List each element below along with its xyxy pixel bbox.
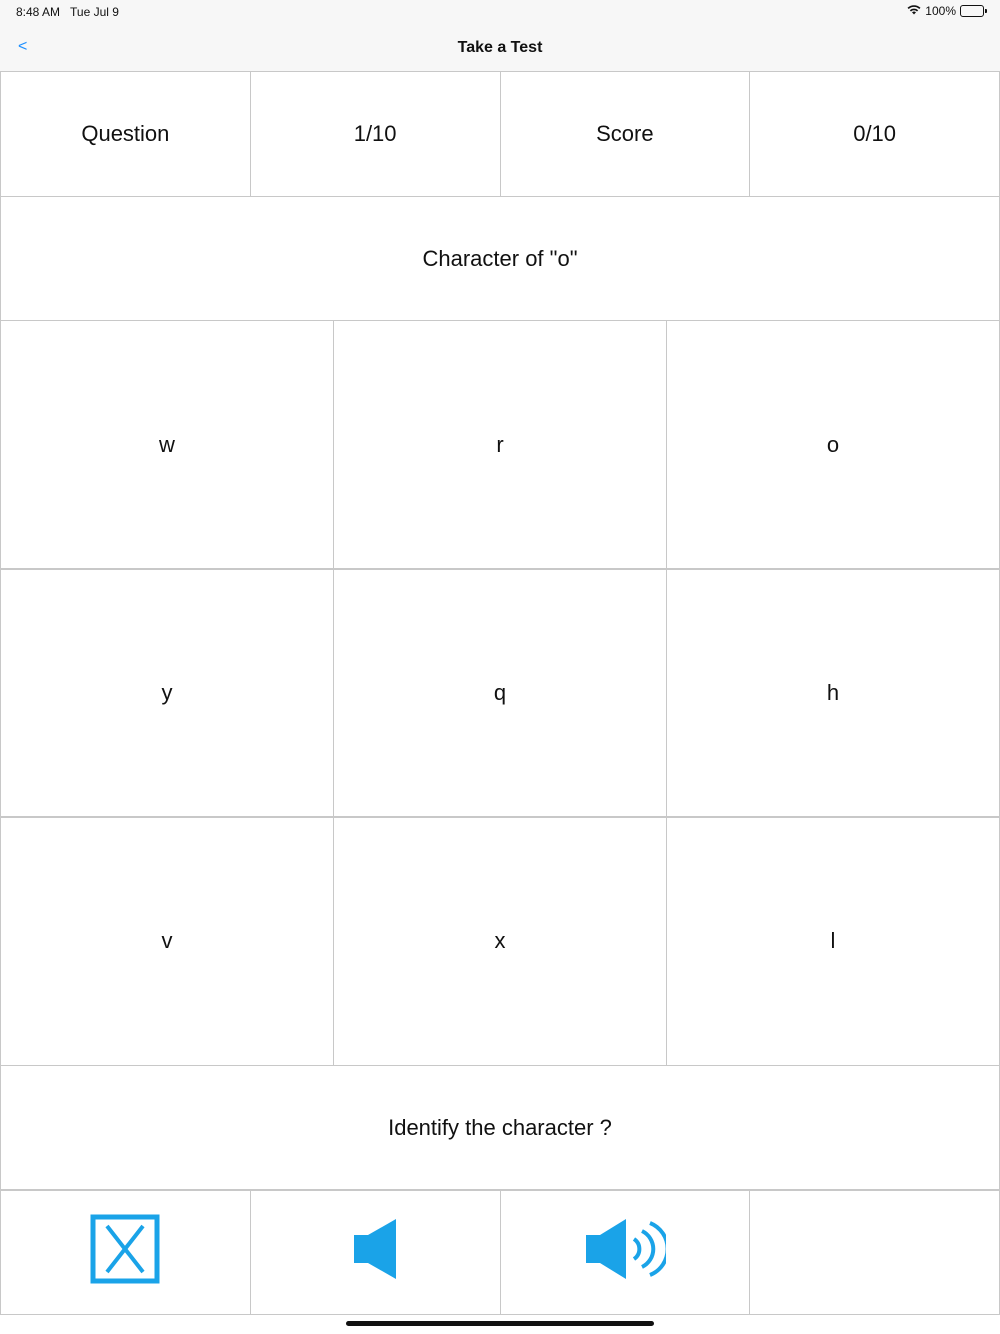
close-button[interactable] xyxy=(0,1189,251,1315)
close-box-icon xyxy=(90,1214,160,1290)
back-button[interactable]: < xyxy=(18,38,28,55)
controls-row xyxy=(0,1190,1000,1315)
speaker-mute-icon xyxy=(352,1217,398,1287)
answer-option[interactable]: h xyxy=(666,568,1000,818)
status-bar xyxy=(0,0,1000,24)
answer-row xyxy=(0,817,1000,1066)
answer-option[interactable]: w xyxy=(0,320,334,570)
speaker-loud-icon xyxy=(584,1217,666,1287)
answer-option[interactable]: x xyxy=(333,816,667,1066)
answer-option[interactable]: v xyxy=(0,816,334,1066)
empty-control-cell xyxy=(749,1189,1000,1315)
page-title: Take a Test xyxy=(457,39,543,56)
navigation-bar xyxy=(0,24,1000,72)
battery-icon xyxy=(960,5,984,17)
answer-option[interactable]: q xyxy=(333,568,667,818)
prompt-text: Identify the character ? xyxy=(0,1065,1000,1191)
speaker-loud-button[interactable] xyxy=(500,1189,751,1315)
answer-row xyxy=(0,569,1000,818)
question-row xyxy=(0,197,1000,321)
wifi-icon xyxy=(907,4,921,18)
question-label: Question xyxy=(0,71,251,197)
header-row xyxy=(0,72,1000,197)
answer-option[interactable]: r xyxy=(333,320,667,570)
question-counter: 1/10 xyxy=(250,71,501,197)
score-label: Score xyxy=(500,71,751,197)
score-value: 0/10 xyxy=(749,71,1000,197)
status-time: 8:48 AM xyxy=(16,5,61,19)
battery-percent: 100% xyxy=(925,4,956,18)
question-text: Character of "o" xyxy=(0,196,1000,321)
answer-option[interactable]: l xyxy=(666,816,1000,1066)
prompt-row xyxy=(0,1066,1000,1191)
speaker-mute-button[interactable] xyxy=(250,1189,501,1315)
status-date: Tue Jul 9 xyxy=(70,5,119,19)
answer-option[interactable]: y xyxy=(0,568,334,818)
answer-option[interactable]: o xyxy=(666,320,1000,570)
home-indicator[interactable] xyxy=(346,1321,654,1326)
answer-row xyxy=(0,321,1000,570)
